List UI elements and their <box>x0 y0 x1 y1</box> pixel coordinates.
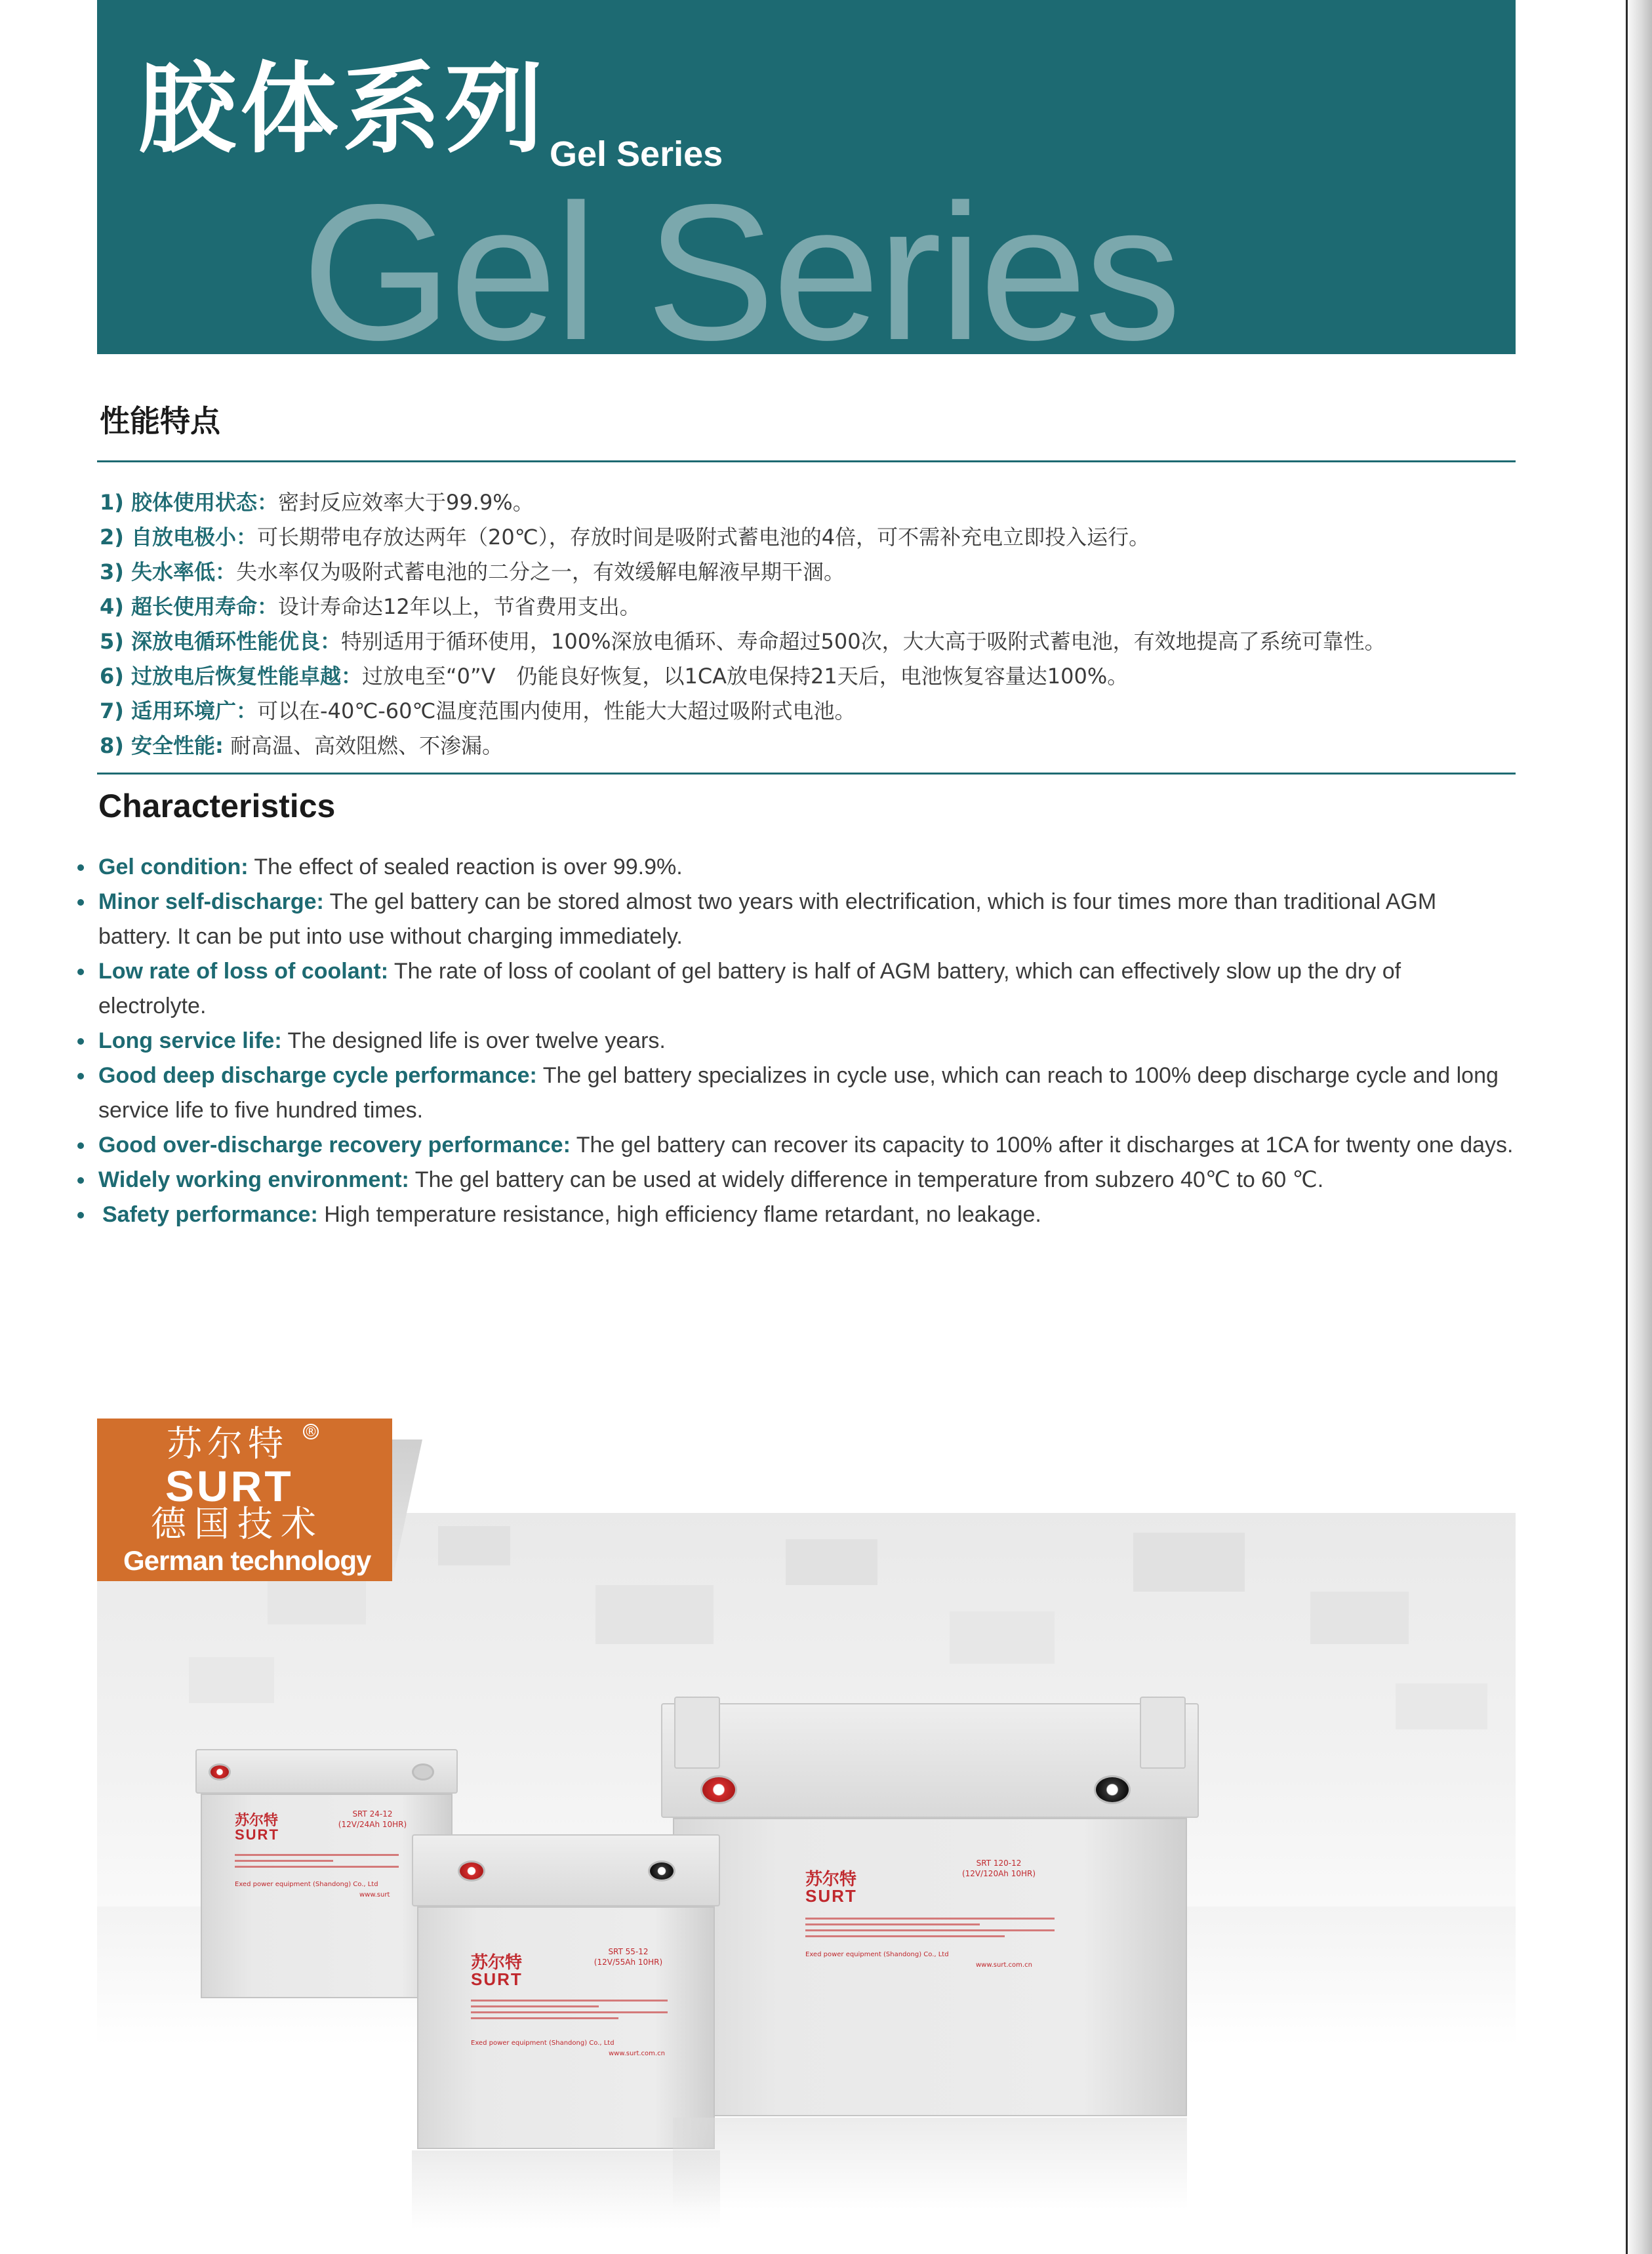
battery-maker: Exed power equipment (Shandong) Co., Ltd <box>805 1951 949 1958</box>
characteristic-label: Widely working environment: <box>98 1167 409 1192</box>
feature-label: 4) 超长使用寿命： <box>100 594 279 619</box>
list-item <box>77 1163 1514 1197</box>
page-title-cn: 胶体系列 <box>138 52 548 167</box>
list-item <box>77 954 1514 1024</box>
feature-label: 2) 自放电极小： <box>100 525 258 550</box>
logo-tagline-en: German technology <box>123 1545 371 1576</box>
characteristic-label: Safety performance: <box>102 1202 318 1227</box>
feature-label: 8) 安全性能: <box>100 733 224 758</box>
battery-model-number: SRT 120-12 <box>976 1859 1022 1868</box>
battery-model-number: SRT 24-12 <box>352 1809 393 1819</box>
characteristic-label: Low rate of loss of coolant: <box>98 959 389 984</box>
battery-brand-en: SURT <box>235 1826 279 1843</box>
logo-tagline-cn: 德国技术 <box>151 1503 324 1544</box>
feature-label: 6) 过放电后恢复性能卓越： <box>100 664 363 689</box>
banner-watermark: Gel Series <box>302 164 1179 354</box>
list-item <box>100 729 1510 763</box>
feature-text: 密封反应效率大于99.9%。 <box>278 490 534 515</box>
battery-website: www.surt.com.cn <box>609 2050 665 2057</box>
bullet-icon <box>77 1073 84 1079</box>
bullet-icon <box>77 969 84 975</box>
battery-spec: (12V/24Ah 10HR) <box>338 1819 407 1829</box>
list-item <box>77 1197 1514 1232</box>
list-item <box>77 885 1514 954</box>
positive-terminal-icon <box>209 1763 231 1781</box>
wall-tile <box>950 1611 1055 1664</box>
registered-mark: ® <box>304 1424 317 1439</box>
positive-terminal-icon <box>458 1861 485 1882</box>
warning-labels <box>235 1854 399 1872</box>
characteristic-label: Good over-discharge recovery performance: <box>98 1133 571 1157</box>
list-item <box>100 555 1510 590</box>
battery-brand-cn: 苏尔特 <box>805 1869 857 1889</box>
battery-spec: (12V/55Ah 10HR) <box>594 1957 663 1967</box>
characteristics-list <box>77 850 1514 1232</box>
feature-label: 3) 失水率低： <box>100 559 237 584</box>
warning-labels <box>471 2000 668 2023</box>
bullet-icon <box>77 899 84 906</box>
battery-handle <box>1140 1697 1186 1769</box>
feature-label: 5) 深放电循环性能优良： <box>100 629 342 654</box>
list-item <box>77 1058 1514 1128</box>
feature-text: 设计寿命达12年以上，节省费用支出。 <box>278 594 641 619</box>
characteristics-heading: Characteristics <box>98 788 336 824</box>
characteristic-text: The rate of loss of coolant of gel battery is half of AGM battery, which can effectively slow up the dry of electrolyte. <box>98 959 1401 1018</box>
bullet-icon <box>77 1142 84 1149</box>
battery-handle <box>674 1697 720 1769</box>
bullet-icon <box>77 1177 84 1184</box>
battery-spec: (12V/120Ah 10HR) <box>961 1868 1036 1878</box>
list-item <box>100 520 1510 555</box>
feature-text: 耐高温、高效阻燃、不渗漏。 <box>223 733 504 758</box>
features-heading-cn: 性能特点 <box>100 403 220 439</box>
header-banner <box>97 0 1516 354</box>
characteristic-label: Minor self-discharge: <box>98 889 324 914</box>
page-spine <box>1626 0 1628 2254</box>
negative-terminal-icon <box>648 1861 675 1882</box>
characteristic-text: The designed life is over twelve years. <box>281 1028 666 1053</box>
wall-tile <box>1310 1592 1409 1644</box>
divider <box>97 460 1516 462</box>
characteristic-text: The gel battery specializes in cycle use, which can reach to 100% deep discharge cycle and long service life to five hundred times. <box>98 1063 1499 1123</box>
logo-brand-cn: 苏尔特 <box>167 1423 289 1464</box>
feature-text: 失水率仅为吸附式蓄电池的二分之一，有效缓解电解液早期干涸。 <box>236 559 845 584</box>
battery-model <box>950 1859 1048 1879</box>
brand-logo <box>97 1419 392 1581</box>
positive-terminal-icon <box>700 1775 737 1804</box>
logo-brand-en: SURT <box>165 1462 294 1510</box>
list-item <box>100 659 1510 694</box>
battery-maker: Exed power equipment (Shandong) Co., Ltd <box>471 2040 614 2047</box>
negative-terminal-icon <box>1094 1775 1131 1804</box>
feature-text: 特别适用于循环使用，100%深放电循环、寿命超过500次，大大高于吸附式蓄电池，有效地提高了系统可靠性。 <box>341 629 1386 654</box>
wall-tile <box>786 1539 877 1585</box>
battery-model-number: SRT 55-12 <box>608 1947 649 1956</box>
product-photo <box>97 1513 1516 2254</box>
battery-large <box>661 1703 1199 2116</box>
feature-label: 1) 胶体使用状态： <box>100 490 279 515</box>
divider <box>97 773 1516 775</box>
wall-tile <box>189 1657 274 1703</box>
wall-tile <box>1396 1683 1487 1729</box>
battery-brand-cn: 苏尔特 <box>235 1812 279 1828</box>
battery-body <box>673 1818 1187 2116</box>
battery-medium <box>412 1834 720 2149</box>
page-title-en: Gel Series <box>550 134 723 174</box>
list-item <box>77 1024 1514 1058</box>
characteristic-label: Long service life: <box>98 1028 282 1053</box>
list-item <box>100 624 1510 659</box>
feature-label: 7) 适用环境广： <box>100 698 258 723</box>
vent-cap-icon <box>412 1763 434 1781</box>
bullet-icon <box>77 1038 84 1045</box>
characteristic-text: High temperature resistance, high efficiency flame retardant, no leakage. <box>317 1202 1041 1227</box>
warning-labels <box>805 1918 1055 1941</box>
battery-website: www.surt.com.cn <box>976 1962 1032 1969</box>
battery-brand-cn: 苏尔特 <box>471 1952 523 1972</box>
battery-brand <box>471 1954 523 1988</box>
page-edge <box>1624 0 1652 2254</box>
characteristic-label: Gel condition: <box>98 855 249 879</box>
battery-brand-en: SURT <box>471 1969 523 1989</box>
bullet-icon <box>77 864 84 871</box>
wall-tile <box>595 1585 714 1644</box>
wall-tile <box>1133 1533 1245 1592</box>
battery-model <box>333 1809 412 1830</box>
battery-maker: Exed power equipment (Shandong) Co., Ltd <box>235 1881 378 1888</box>
characteristic-text: The gel battery can be stored almost two years with electrification, which is four times more than traditional AGM battery. It can be put into use without charging immediately. <box>98 889 1437 949</box>
list-item <box>100 590 1510 624</box>
feature-text: 可长期带电存放达两年（20℃），存放时间是吸附式蓄电池的4倍，可不需补充电立即投入运行。 <box>257 525 1150 550</box>
list-item <box>100 485 1510 520</box>
battery-brand <box>805 1870 857 1904</box>
battery-model <box>582 1947 674 1967</box>
characteristic-text: The effect of sealed reaction is over 99.9%. <box>248 855 683 879</box>
characteristic-label: Good deep discharge cycle performance: <box>98 1063 537 1088</box>
list-item <box>100 694 1510 729</box>
battery-website: www.surt <box>359 1891 390 1899</box>
battery-brand-en: SURT <box>805 1886 857 1906</box>
characteristic-text: The gel battery can recover its capacity to 100% after it discharges at 1CA for twenty one days. <box>570 1133 1514 1157</box>
characteristic-text: The gel battery can be used at widely difference in temperature from subzero 40℃ to 60 ℃. <box>409 1167 1324 1192</box>
feature-text: 可以在-40℃-60℃温度范围内使用，性能大大超过吸附式电池。 <box>257 698 856 723</box>
wall-tile <box>438 1526 510 1565</box>
bullet-icon <box>77 1212 84 1218</box>
battery-body <box>417 1906 715 2149</box>
battery-brand <box>235 1813 279 1842</box>
list-item <box>77 1128 1514 1163</box>
features-list-cn <box>100 485 1510 763</box>
feature-text: 过放电至“0”V 仍能良好恢复，以1CA放电保持21天后，电池恢复容量达100%。 <box>362 664 1129 689</box>
list-item <box>77 850 1514 885</box>
battery-reflection <box>673 2118 1187 2209</box>
